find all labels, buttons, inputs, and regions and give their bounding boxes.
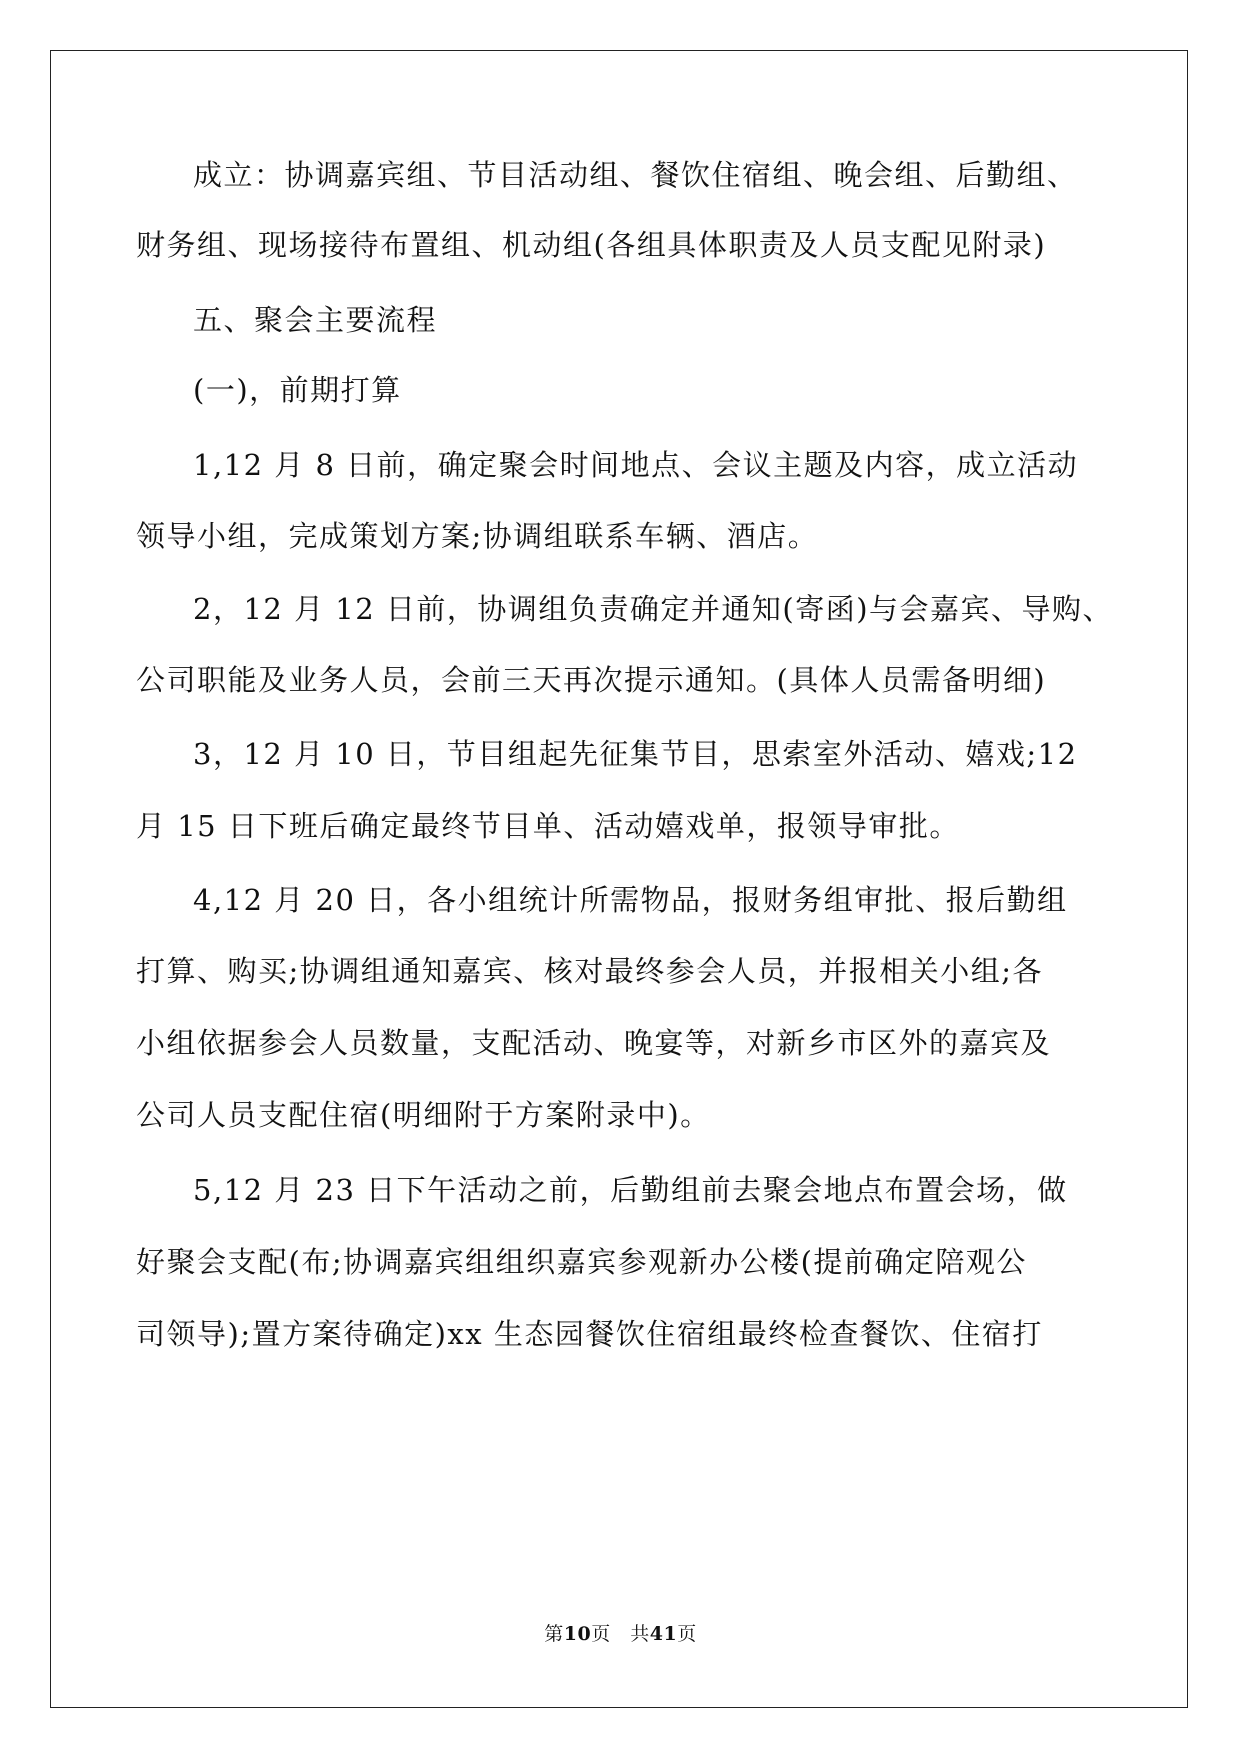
text-line: 5,12 月 23 日下午活动之前，后勤组前去聚会地点布置会场，做 (193, 1173, 1068, 1207)
text-line: 好聚会支配(布;协调嘉宾组组织嘉宾参观新办公楼(提前确定陪观公 (136, 1245, 1027, 1279)
text-line: 财务组、现场接待布置组、机动组(各组具体职责及人员支配见附录) (136, 228, 1047, 262)
page-footer (0, 1619, 1241, 1646)
text-line: 1,12 月 8 日前，确定聚会时间地点、会议主题及内容，成立活动 (193, 448, 1079, 482)
subsection-heading: (一)，前期打算 (193, 373, 402, 407)
footer-mid: 页 共 (591, 1623, 650, 1645)
text-line: 2，12 月 12 日前，协调组负责确定并通知(寄函)与会嘉宾、导购、 (193, 592, 1114, 626)
text-line: 3，12 月 10 日，节目组起先征集节目，思索室外活动、嬉戏;12 (193, 737, 1078, 771)
text-line: 打算、购买;协调组通知嘉宾、核对最终参会人员，并报相关小组;各 (136, 954, 1044, 988)
page-border (50, 50, 1188, 1708)
current-page-number: 10 (563, 1623, 592, 1645)
footer-prefix: 第 (544, 1623, 564, 1645)
total-page-number: 41 (649, 1623, 678, 1645)
text-line: 月 15 日下班后确定最终节目单、活动嬉戏单，报领导审批。 (136, 809, 960, 843)
footer-suffix: 页 (677, 1623, 697, 1645)
text-line: 公司职能及业务人员，会前三天再次提示通知。(具体人员需备明细) (136, 663, 1047, 697)
section-heading: 五、聚会主要流程 (193, 303, 438, 337)
text-line: 领导小组，完成策划方案;协调组联系车辆、酒店。 (136, 519, 819, 553)
text-line: 成立：协调嘉宾组、节目活动组、餐饮住宿组、晚会组、后勤组、 (193, 158, 1078, 192)
text-line: 司领导);置方案待确定)xx 生态园餐饮住宿组最终检查餐饮、住宿打 (136, 1317, 1043, 1351)
text-line: 4,12 月 20 日，各小组统计所需物品，报财务组审批、报后勤组 (193, 883, 1068, 917)
text-line: 公司人员支配住宿(明细附于方案附录中)。 (136, 1098, 711, 1132)
text-line: 小组依据参会人员数量，支配活动、晚宴等，对新乡市区外的嘉宾及 (136, 1026, 1052, 1060)
